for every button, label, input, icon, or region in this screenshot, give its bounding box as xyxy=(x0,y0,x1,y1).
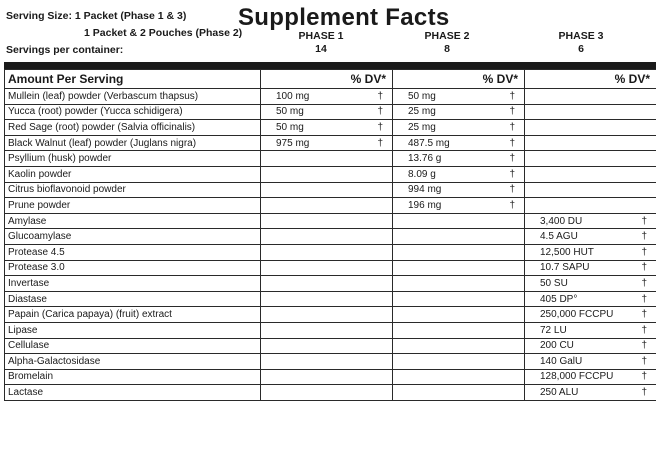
ingredient-name: Red Sage (root) powder (Salvia officinalis) xyxy=(5,120,261,136)
dagger-mark: † xyxy=(641,231,647,243)
amount-value: 250,000 FCCPU xyxy=(540,309,614,321)
phase-2-cell xyxy=(393,338,525,354)
thick-divider xyxy=(4,62,656,69)
table-row xyxy=(5,244,657,260)
phase-1-cell xyxy=(261,198,393,214)
phase-2-cell xyxy=(393,120,525,136)
dagger-mark: † xyxy=(641,309,647,321)
phase-3-cell xyxy=(525,104,657,120)
amount-value: 72 LU xyxy=(540,324,567,336)
table-row xyxy=(5,120,657,136)
phase-3-cell xyxy=(525,229,657,245)
table-row xyxy=(5,322,657,338)
phase-2-cell xyxy=(393,354,525,370)
amount-value: 994 mg xyxy=(408,184,442,196)
phase-1-cell xyxy=(261,244,393,260)
table-row xyxy=(5,135,657,151)
phase-1-cell xyxy=(261,276,393,292)
serving-size-line-2: 1 Packet & 2 Pouches (Phase 2) xyxy=(84,27,243,39)
ingredient-name: Black Walnut (leaf) powder (Juglans nigra) xyxy=(5,135,261,151)
amount-value: 4.5 AGU xyxy=(540,231,578,243)
ingredient-name: Bromelain xyxy=(5,369,261,385)
phase-3-servings: 6 xyxy=(578,43,584,55)
ingredient-name: Protease 3.0 xyxy=(5,260,261,276)
phase-3-cell xyxy=(525,369,657,385)
dagger-mark: † xyxy=(641,371,647,383)
amount-value: 13.76 g xyxy=(408,153,442,165)
dagger-mark: † xyxy=(509,137,515,149)
phase-2-cell xyxy=(393,198,525,214)
phase-1-cell xyxy=(261,135,393,151)
phase-3-cell xyxy=(525,244,657,260)
amount-per-serving-header: Amount Per Serving xyxy=(5,70,261,89)
phase-1-cell xyxy=(261,322,393,338)
dagger-mark: † xyxy=(509,90,515,102)
dagger-mark: † xyxy=(509,168,515,180)
phase-3-cell xyxy=(525,135,657,151)
phase-1-label: PHASE 1 xyxy=(298,30,344,42)
phase-3-cell xyxy=(525,291,657,307)
phase-3-cell xyxy=(525,338,657,354)
amount-value: 100 mg xyxy=(276,90,310,102)
ingredient-name: Mullein (leaf) powder (Verbascum thapsus) xyxy=(5,89,261,105)
phase-3-cell xyxy=(525,182,657,198)
phase-1-dv-header: % DV* xyxy=(261,70,393,89)
table-row xyxy=(5,104,657,120)
table-row xyxy=(5,182,657,198)
phase-2-cell xyxy=(393,322,525,338)
ingredient-name: Citrus bioflavonoid powder xyxy=(5,182,261,198)
phase-2-cell xyxy=(393,276,525,292)
phase-1-cell xyxy=(261,291,393,307)
ingredients-table xyxy=(4,69,656,401)
dagger-mark: † xyxy=(509,153,515,165)
dagger-mark: † xyxy=(377,106,383,118)
phase-3-cell xyxy=(525,307,657,323)
amount-value: 975 mg xyxy=(276,137,310,149)
dagger-mark: † xyxy=(377,121,383,133)
table-row xyxy=(5,151,657,167)
ingredient-name: Yucca (root) powder (Yucca schidigera) xyxy=(5,104,261,120)
amount-value: 50 mg xyxy=(276,106,304,118)
ingredient-name: Psyllium (husk) powder xyxy=(5,151,261,167)
table-row xyxy=(5,276,657,292)
servings-per-container-label: Servings per container: xyxy=(6,44,124,56)
phase-1-cell xyxy=(261,182,393,198)
ingredient-name: Papain (Carica papaya) (fruit) extract xyxy=(5,307,261,323)
phase-2-cell xyxy=(393,307,525,323)
dagger-mark: † xyxy=(641,262,647,274)
dagger-mark: † xyxy=(641,340,647,352)
dagger-mark: † xyxy=(641,387,647,399)
phase-2-cell xyxy=(393,244,525,260)
phase-2-cell xyxy=(393,229,525,245)
dagger-mark: † xyxy=(509,184,515,196)
ingredient-name: Lipase xyxy=(5,322,261,338)
amount-value: 12,500 HUT xyxy=(540,246,594,258)
dagger-mark: † xyxy=(377,137,383,149)
ingredient-name: Diastase xyxy=(5,291,261,307)
phase-1-cell xyxy=(261,338,393,354)
phase-2-cell xyxy=(393,369,525,385)
ingredient-name: Protease 4.5 xyxy=(5,244,261,260)
amount-value: 405 DP° xyxy=(540,293,578,305)
table-row xyxy=(5,369,657,385)
ingredient-name: Prune powder xyxy=(5,198,261,214)
phase-3-dv-header: % DV* xyxy=(525,70,657,89)
phase-3-label: PHASE 3 xyxy=(558,30,604,42)
phase-2-cell xyxy=(393,166,525,182)
amount-value: 196 mg xyxy=(408,199,442,211)
amount-value: 128,000 FCCPU xyxy=(540,371,614,383)
table-row xyxy=(5,213,657,229)
phase-2-header xyxy=(402,30,492,56)
table-row xyxy=(5,89,657,105)
dagger-mark: † xyxy=(641,324,647,336)
table-header-row xyxy=(5,70,657,89)
table-row xyxy=(5,260,657,276)
ingredient-name: Invertase xyxy=(5,276,261,292)
dagger-mark: † xyxy=(641,355,647,367)
phase-3-cell xyxy=(525,276,657,292)
amount-value: 140 GalU xyxy=(540,355,583,367)
ingredient-name: Kaolin powder xyxy=(5,166,261,182)
table-row xyxy=(5,385,657,401)
table-row xyxy=(5,198,657,214)
phase-2-servings: 8 xyxy=(444,43,450,55)
phase-1-cell xyxy=(261,151,393,167)
dagger-mark: † xyxy=(641,277,647,289)
table-row xyxy=(5,166,657,182)
dagger-mark: † xyxy=(641,246,647,258)
ingredient-name: Glucoamylase xyxy=(5,229,261,245)
phase-3-cell xyxy=(525,166,657,182)
phase-2-cell xyxy=(393,213,525,229)
ingredient-name: Lactase xyxy=(5,385,261,401)
dagger-mark: † xyxy=(509,106,515,118)
dagger-mark: † xyxy=(509,199,515,211)
dagger-mark: † xyxy=(641,215,647,227)
amount-value: 487.5 mg xyxy=(408,137,450,149)
phase-2-cell xyxy=(393,291,525,307)
phase-2-cell xyxy=(393,89,525,105)
dagger-mark: † xyxy=(641,293,647,305)
phase-1-cell xyxy=(261,89,393,105)
phase-3-cell xyxy=(525,151,657,167)
phase-2-label: PHASE 2 xyxy=(424,30,470,42)
phase-3-cell xyxy=(525,385,657,401)
phase-1-cell xyxy=(261,104,393,120)
phase-1-servings: 14 xyxy=(315,43,327,55)
dagger-mark: † xyxy=(509,121,515,133)
amount-value: 25 mg xyxy=(408,121,436,133)
table-row xyxy=(5,291,657,307)
supplement-facts-panel xyxy=(4,6,656,410)
amount-value: 50 mg xyxy=(276,121,304,133)
phase-2-dv-header: % DV* xyxy=(393,70,525,89)
table-row xyxy=(5,229,657,245)
phase-3-cell xyxy=(525,354,657,370)
phase-3-cell xyxy=(525,260,657,276)
phase-2-cell xyxy=(393,182,525,198)
phase-1-cell xyxy=(261,229,393,245)
table-row xyxy=(5,338,657,354)
phase-1-cell xyxy=(261,385,393,401)
phase-1-cell xyxy=(261,369,393,385)
phase-3-header xyxy=(536,30,626,56)
serving-size-line-1: Serving Size: 1 Packet (Phase 1 & 3) xyxy=(6,10,187,22)
phase-2-cell xyxy=(393,151,525,167)
amount-value: 10.7 SAPU xyxy=(540,262,590,274)
phase-1-cell xyxy=(261,120,393,136)
phase-1-cell xyxy=(261,307,393,323)
phase-1-cell xyxy=(261,354,393,370)
amount-value: 3,400 DU xyxy=(540,215,583,227)
dagger-mark: † xyxy=(377,90,383,102)
ingredient-name: Alpha-Galactosidase xyxy=(5,354,261,370)
amount-value: 250 ALU xyxy=(540,387,579,399)
phase-1-header xyxy=(276,30,366,56)
phase-3-cell xyxy=(525,213,657,229)
phase-1-cell xyxy=(261,260,393,276)
table-row xyxy=(5,307,657,323)
page-title: Supplement Facts xyxy=(238,6,450,31)
phase-2-cell xyxy=(393,385,525,401)
facts-header xyxy=(4,6,656,58)
amount-value: 50 mg xyxy=(408,90,436,102)
phase-3-cell xyxy=(525,120,657,136)
phase-3-cell xyxy=(525,89,657,105)
amount-value: 50 SU xyxy=(540,277,568,289)
phase-2-cell xyxy=(393,104,525,120)
phase-3-cell xyxy=(525,322,657,338)
phase-2-cell xyxy=(393,135,525,151)
ingredient-name: Amylase xyxy=(5,213,261,229)
phase-3-cell xyxy=(525,198,657,214)
phase-1-cell xyxy=(261,213,393,229)
amount-value: 200 CU xyxy=(540,340,574,352)
phase-2-cell xyxy=(393,260,525,276)
phase-1-cell xyxy=(261,166,393,182)
amount-value: 8.09 g xyxy=(408,168,436,180)
table-row xyxy=(5,354,657,370)
ingredient-name: Cellulase xyxy=(5,338,261,354)
amount-value: 25 mg xyxy=(408,106,436,118)
